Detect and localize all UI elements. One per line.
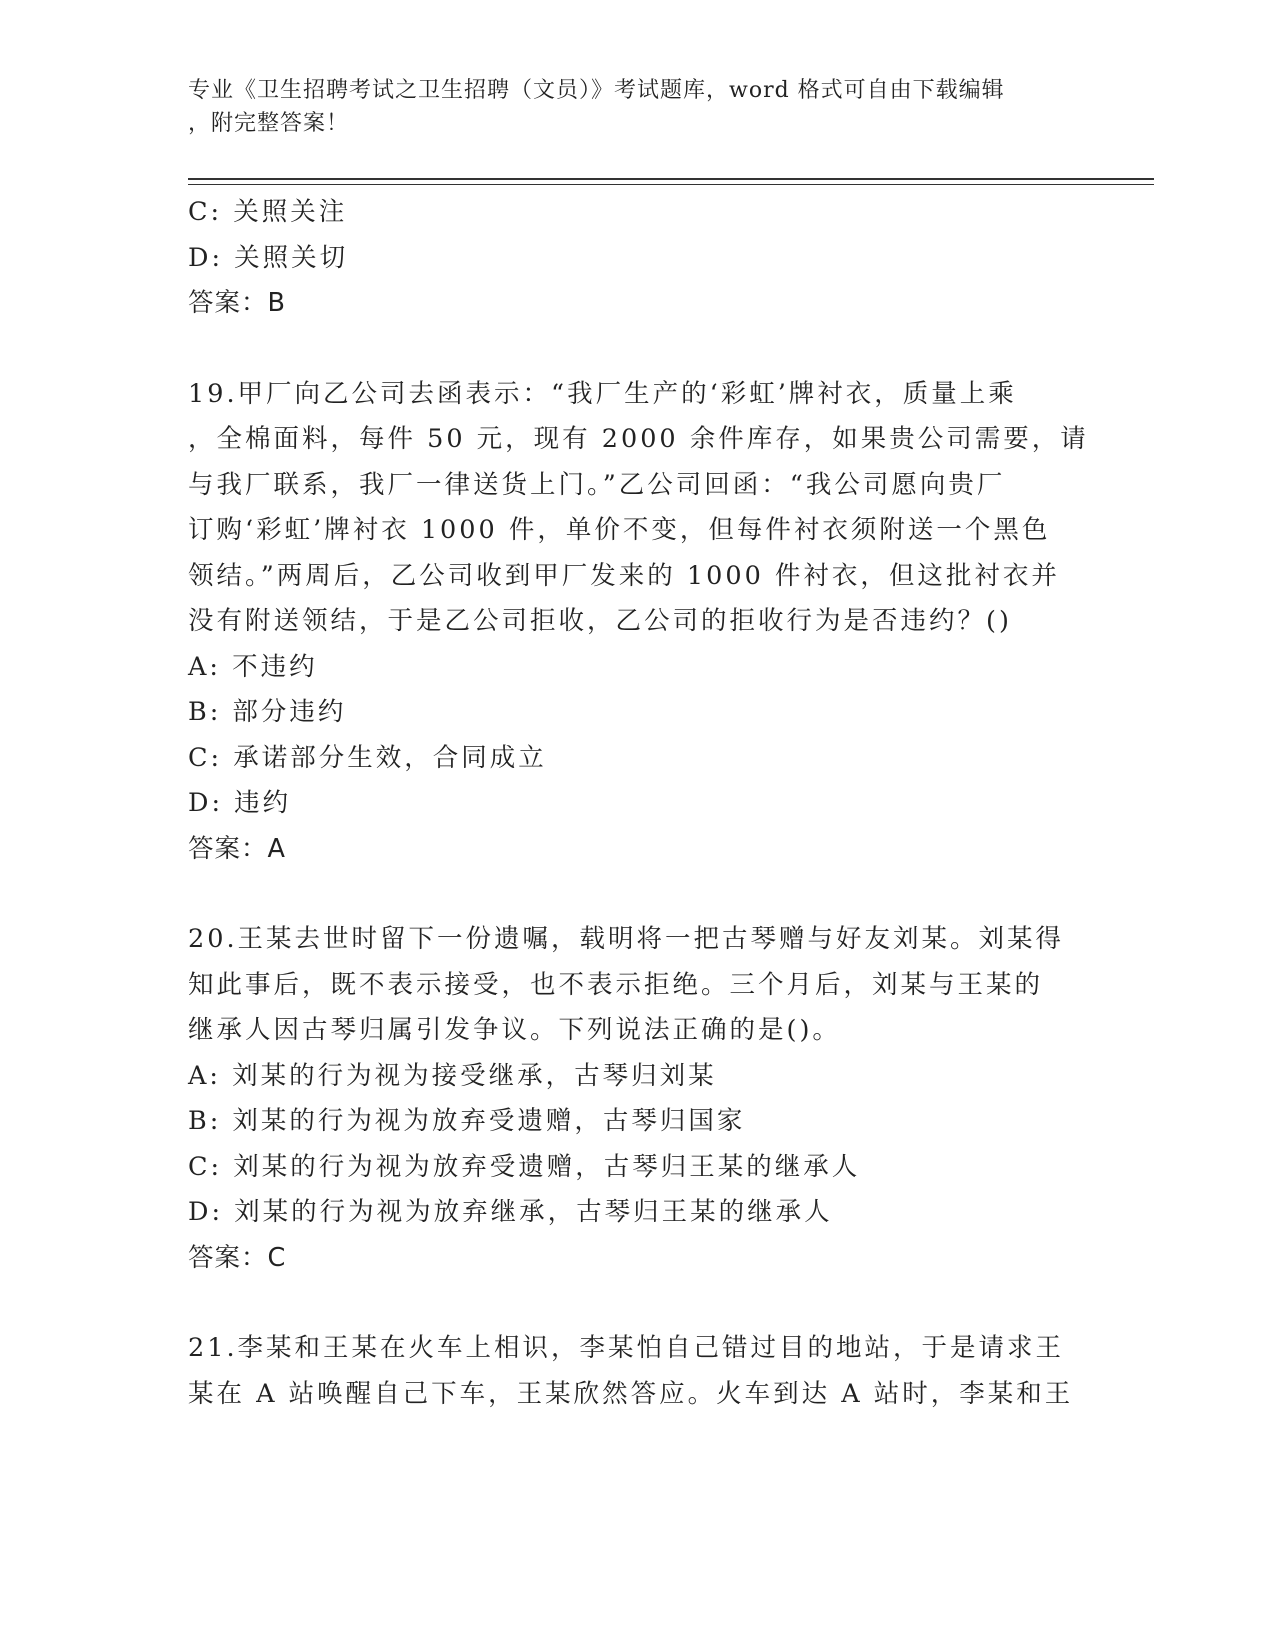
question-text-line: 订购‘彩虹’牌衬衣 1000 件，单价不变，但每件衬衣须附送一个黑色 xyxy=(188,515,1051,545)
question-19 xyxy=(188,372,1089,873)
answer-line: 答案：A xyxy=(188,833,286,864)
question-text-line: 与我厂联系，我厂一律送货上门。”乙公司回函：“我公司愿向贵厂 xyxy=(188,469,1006,500)
question-text-line: 19.甲厂向乙公司去函表示：“我厂生产的‘彩虹’牌衬衣，质量上乘 xyxy=(188,378,1017,409)
question-text-line: 知此事后，既不表示接受，也不表示拒绝。三个月后，刘某与王某的 xyxy=(188,969,1044,1000)
question-20 xyxy=(188,917,1078,1281)
header-line-1: 专业《卫生招聘考试之卫生招聘（文员）》考试题库，word 格式可自由下载编辑 xyxy=(188,78,1005,103)
option-a: A: 刘某的行为视为接受继承，古琴归刘某 xyxy=(188,1060,717,1091)
question-text-line: ，全棉面料，每件 50 元，现有 2000 余件库存，如果贵公司需要，请 xyxy=(188,424,1089,454)
question-text-line: 20.王某去世时留下一份遗嘱，载明将一把古琴赠与好友刘某。刘某得 xyxy=(188,924,1065,954)
option-b: B: 刘某的行为视为放弃受遗赠，古琴归国家 xyxy=(188,1106,746,1136)
question-text-line: 没有附送领结，于是乙公司拒收，乙公司的拒收行为是否违约？() xyxy=(188,606,1012,636)
question-text-line: 领结。”两周后，乙公司收到甲厂发来的 1000 件衬衣，但这批衬衣并 xyxy=(188,560,1060,591)
option-b: B: 部分违约 xyxy=(188,697,347,727)
page-header xyxy=(188,74,1068,140)
question-text-line: 21.李某和王某在火车上相识，李某怕自己错过目的地站，于是请求王 xyxy=(188,1333,1065,1363)
option-c: C: 刘某的行为视为放弃受遗赠，古琴归王某的继承人 xyxy=(188,1151,861,1182)
option-c: C: 关照关注 xyxy=(188,197,348,227)
option-c: C: 承诺部分生效，合同成立 xyxy=(188,742,547,773)
answer-line: 答案：B xyxy=(188,288,286,318)
question-21 xyxy=(188,1326,1078,1417)
question-18-tail xyxy=(188,190,1078,327)
option-d: D: 关照关切 xyxy=(188,242,349,273)
option-a: A: 不违约 xyxy=(188,651,318,682)
answer-line: 答案：C xyxy=(188,1242,287,1273)
question-text-line: 某在 A 站唤醒自己下车，王某欣然答应。火车到达 A 站时，李某和王 xyxy=(188,1378,1074,1409)
header-line-2: ，附完整答案！ xyxy=(188,111,350,136)
header-divider xyxy=(188,178,1154,185)
question-text-line: 继承人因古琴归属引发争议。下列说法正确的是()。 xyxy=(188,1015,841,1045)
question-list xyxy=(188,190,1089,1417)
option-d: D: 违约 xyxy=(188,788,292,818)
option-d: D: 刘某的行为视为放弃继承，古琴归王某的继承人 xyxy=(188,1197,833,1227)
